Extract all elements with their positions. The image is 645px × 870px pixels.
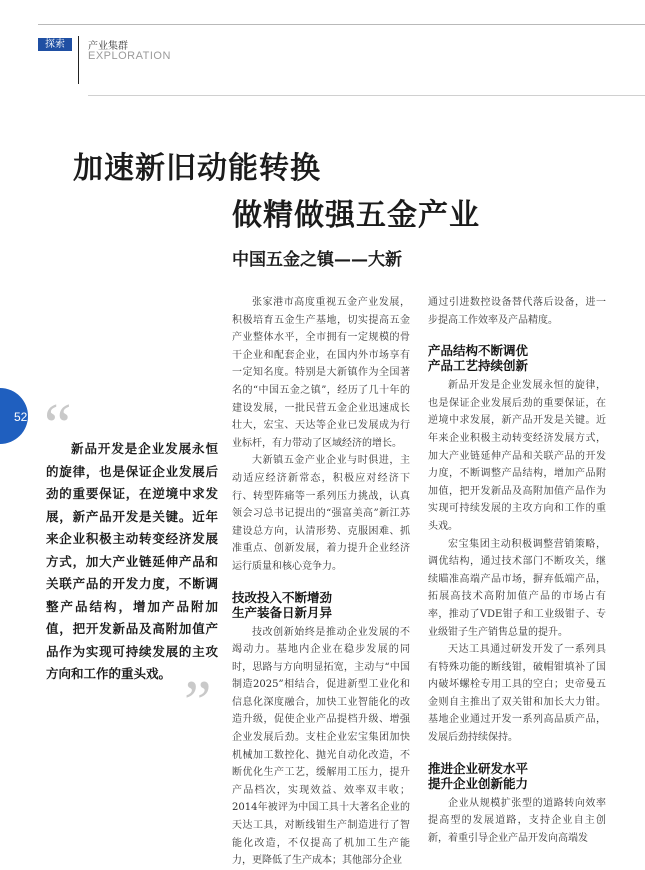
section-tag: 探索 <box>38 38 72 51</box>
paragraph: 宏宝集团主动积极调整营销策略，调优结构，通过技术部门不断攻关，继续瞄准高端产品市场，摒弃低端产品，拓展高技术高附加值产品的市场占有率，推动了VDE钳子和工业级钳子、专业级钳子生产销售总量的提升。 <box>428 538 606 638</box>
article-title-line1: 加速新旧动能转换 <box>73 151 321 186</box>
section-title-en: EXPLORATION <box>88 50 171 62</box>
paragraph: 技改创新始终是推动企业发展的不竭动力。基地内企业在稳步发展的同时，思路与方向明显拓宽，主动与“中国制造2025”相结合，促进新型工业化和信息化深度融合，加快工业智能化的改造升级，促使企业产品提档升级、增强企业发展后劲。支柱企业宏宝集团加快机械加工数控化、抛光自动化改造，不断优化生产工艺，缓解用工压力，提升产品档次，实现效益、效率双丰收；2014年被评为中国工具十大著名企业的天达工具，对断线钳生产制造进行了智能化改造，不仅提高了机加工生产能力，更降低了生产成本；其他部分企业 <box>232 626 410 867</box>
page-number: 52 <box>14 410 28 424</box>
pull-quote: 新品开发是企业发展永恒的旋律，也是保证企业发展后劲的重要保证，在逆境中求发展，新产品开发是关键。近年来企业积极主动转变经济发展方式，加大产业链延伸产品和关联产品的开发力度，不断调整产品结构，增加产品附加值，把开发新品及高附加值产品作为实现可持续发展的主攻方向和工作的重头戏。 <box>46 441 218 681</box>
paragraph: 新品开发是企业发展永恒的旋律，也是保证企业发展后劲的重要保证，在逆境中求发展，新产品开发是关键。近年来企业积极主动转变经济发展方式，加大产业链延伸产品和关联产品的开发力度，不断调整产品结构，增加产品附加值，把开发新品及高附加值产品作为实现可持续发展的主攻方向和工作的重头戏。 <box>428 380 606 532</box>
quote-open-icon: “ <box>44 392 72 460</box>
article-title-line2: 做精做强五金产业 <box>232 198 480 233</box>
section-heading: 技改投入不断增劲 生产装备日新月异 <box>232 589 333 620</box>
paragraph: 企业从规模扩张型的道路转向效率提高型的发展道路，支持企业自主创新，着重引导企业产品开发向高端发 <box>428 797 606 844</box>
header-divider <box>78 36 79 84</box>
section-heading: 产品结构不断调优 产品工艺持续创新 <box>428 343 529 374</box>
body-column-3 <box>428 294 606 847</box>
paragraph: 天达工具通过研发开发了一系列具有特殊功能的断线钳，破帽钳填补了国内破坏螺栓专用工具的空白；史帝曼五金则自主推出了双关钳和加长大力钳。基地企业通过开发一系列高品质产品，发展后劲持续保持。 <box>428 644 606 744</box>
section-title-cn: 产业集群 <box>88 41 128 52</box>
article-subtitle: 中国五金之镇——大新 <box>232 250 402 270</box>
paragraph: 通过引进数控设备替代落后设备，进一步提高工作效率及产品精度。 <box>428 297 606 326</box>
quote-close-icon: ” <box>184 669 212 737</box>
section-heading: 推进企业研发水平 提升企业创新能力 <box>428 760 529 791</box>
paragraph: 张家港市高度重视五金产业发展，积极培育五金生产基地，切实提高五金产业整体水平，全市拥有一定规模的骨干企业和配套企业，在国内外市场享有一定知名度。特别是大新镇作为全国著名的“中国五金之镇”，经历了几十年的建设发展，一批民营五金企业迅速成长壮大，宏宝、天达等企业已发展成为行业标杆，有力带动了区域经济的增长。 <box>232 297 410 449</box>
header-rule <box>88 95 645 96</box>
body-column-2 <box>232 294 410 870</box>
paragraph: 大新镇五金产业企业与时俱进，主动适应经济新常态，积极应对经济下行、转型阵痛等一系列压力挑战，认真领会习总书记提出的“强富美高”新江苏建设总方向，认清形势、克服困难、抓准重点、创新发展，着力提升企业经济运行质量和核心竞争力。 <box>232 455 410 572</box>
top-rule <box>38 24 645 25</box>
